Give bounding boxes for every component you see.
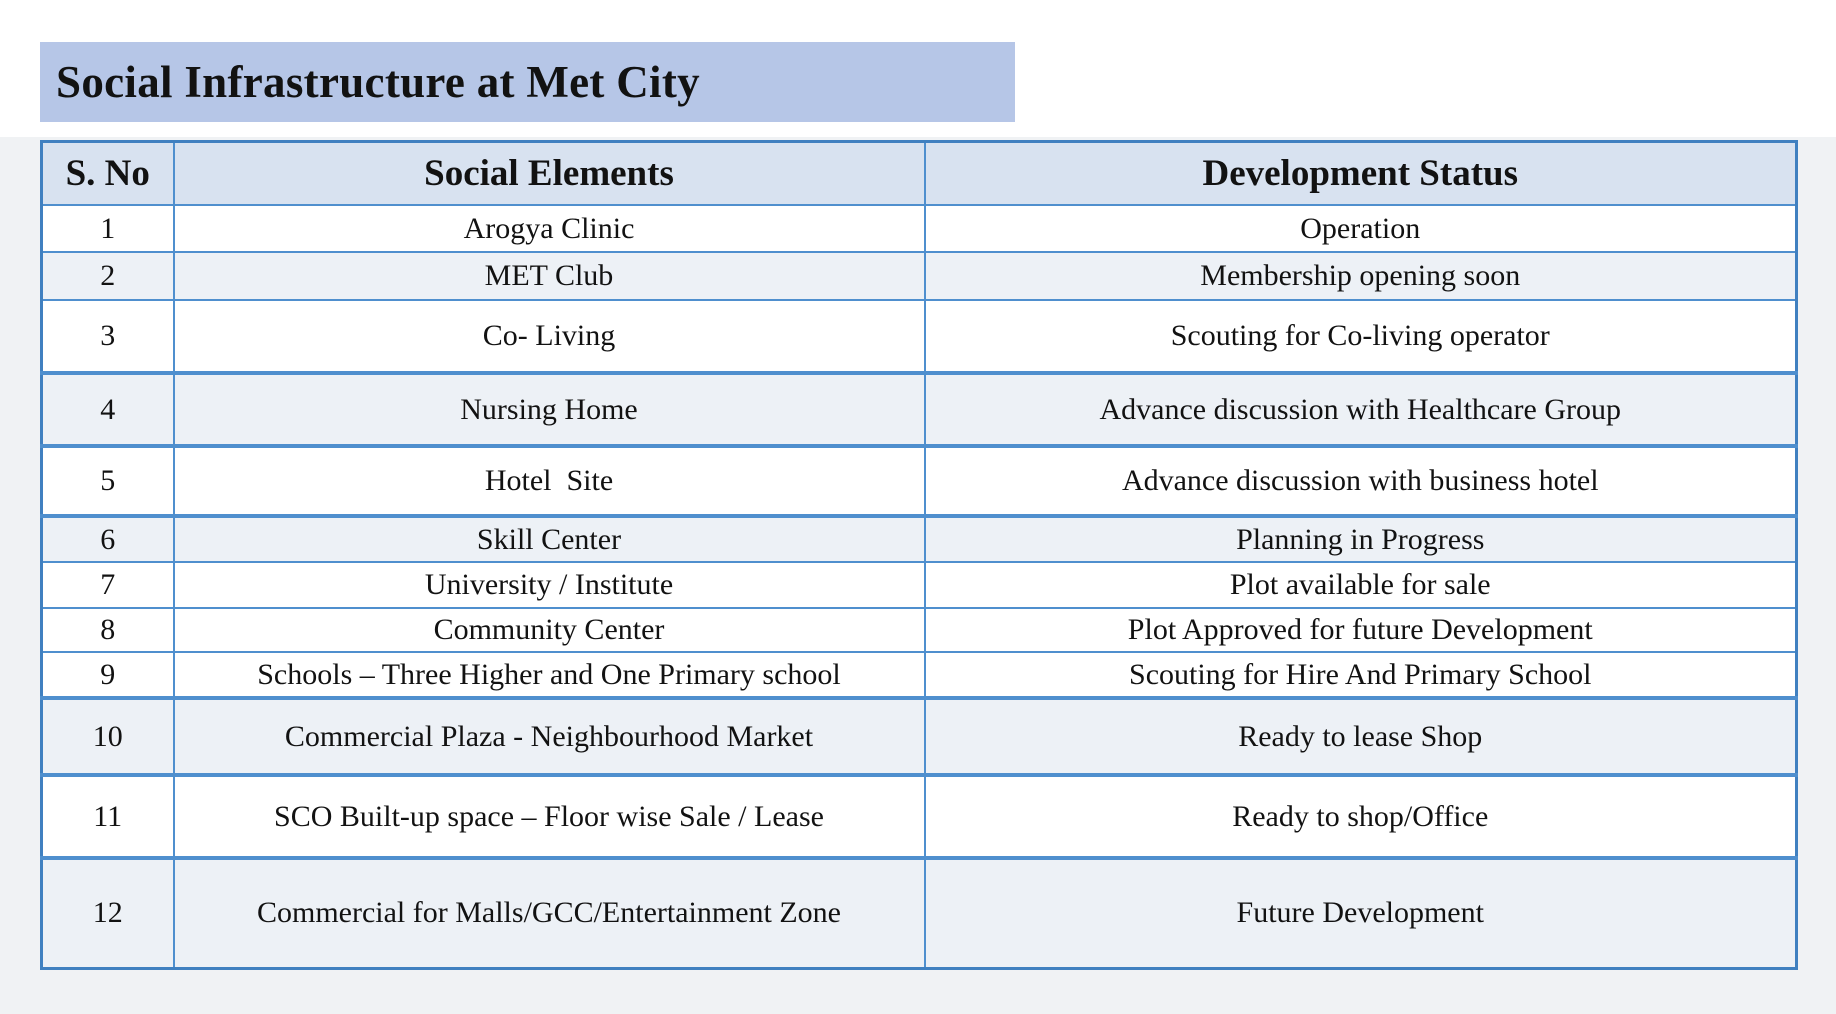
table-header-row <box>42 142 1797 206</box>
table-row <box>42 300 1797 373</box>
cell-status: Plot Approved for future Development <box>925 608 1797 652</box>
cell-element: Co- Living <box>174 300 925 373</box>
header-social-elements: Social Elements <box>174 142 925 206</box>
cell-serial-number: 8 <box>42 608 174 652</box>
table-row <box>42 858 1797 968</box>
cell-element: Commercial Plaza - Neighbourhood Market <box>174 698 925 775</box>
page-title: Social Infrastructure at Met City <box>56 57 700 107</box>
table-row <box>42 205 1797 252</box>
cell-element: Community Center <box>174 608 925 652</box>
table-row <box>42 373 1797 446</box>
social-infrastructure-table <box>40 140 1798 970</box>
cell-status: Future Development <box>925 858 1797 968</box>
table-row <box>42 698 1797 775</box>
cell-serial-number: 10 <box>42 698 174 775</box>
cell-element: Nursing Home <box>174 373 925 446</box>
cell-serial-number: 5 <box>42 446 174 516</box>
cell-status: Plot available for sale <box>925 562 1797 608</box>
cell-element: Commercial for Malls/GCC/Entertainment Zone <box>174 858 925 968</box>
cell-element: SCO Built-up space – Floor wise Sale / Lease <box>174 775 925 858</box>
header-serial-number: S. No <box>42 142 174 206</box>
content-area <box>0 137 1836 1014</box>
cell-status: Planning in Progress <box>925 516 1797 562</box>
cell-element: Hotel Site <box>174 446 925 516</box>
title-bar <box>40 42 1015 122</box>
cell-status: Operation <box>925 205 1797 252</box>
cell-status: Scouting for Co-living operator <box>925 300 1797 373</box>
cell-serial-number: 2 <box>42 252 174 300</box>
cell-serial-number: 1 <box>42 205 174 252</box>
cell-status: Advance discussion with business hotel <box>925 446 1797 516</box>
cell-serial-number: 12 <box>42 858 174 968</box>
cell-element: MET Club <box>174 252 925 300</box>
cell-status: Membership opening soon <box>925 252 1797 300</box>
cell-serial-number: 3 <box>42 300 174 373</box>
cell-serial-number: 9 <box>42 652 174 698</box>
cell-status: Ready to lease Shop <box>925 698 1797 775</box>
cell-status: Scouting for Hire And Primary School <box>925 652 1797 698</box>
cell-serial-number: 4 <box>42 373 174 446</box>
cell-status: Ready to shop/Office <box>925 775 1797 858</box>
table-row <box>42 775 1797 858</box>
cell-serial-number: 6 <box>42 516 174 562</box>
header-development-status: Development Status <box>925 142 1797 206</box>
cell-serial-number: 7 <box>42 562 174 608</box>
table-row <box>42 516 1797 562</box>
cell-serial-number: 11 <box>42 775 174 858</box>
table-row <box>42 252 1797 300</box>
table-row <box>42 446 1797 516</box>
cell-element: University / Institute <box>174 562 925 608</box>
cell-status: Advance discussion with Healthcare Group <box>925 373 1797 446</box>
table-row <box>42 562 1797 608</box>
cell-element: Skill Center <box>174 516 925 562</box>
cell-element: Schools – Three Higher and One Primary school <box>174 652 925 698</box>
table-row <box>42 652 1797 698</box>
table-row <box>42 608 1797 652</box>
cell-element: Arogya Clinic <box>174 205 925 252</box>
